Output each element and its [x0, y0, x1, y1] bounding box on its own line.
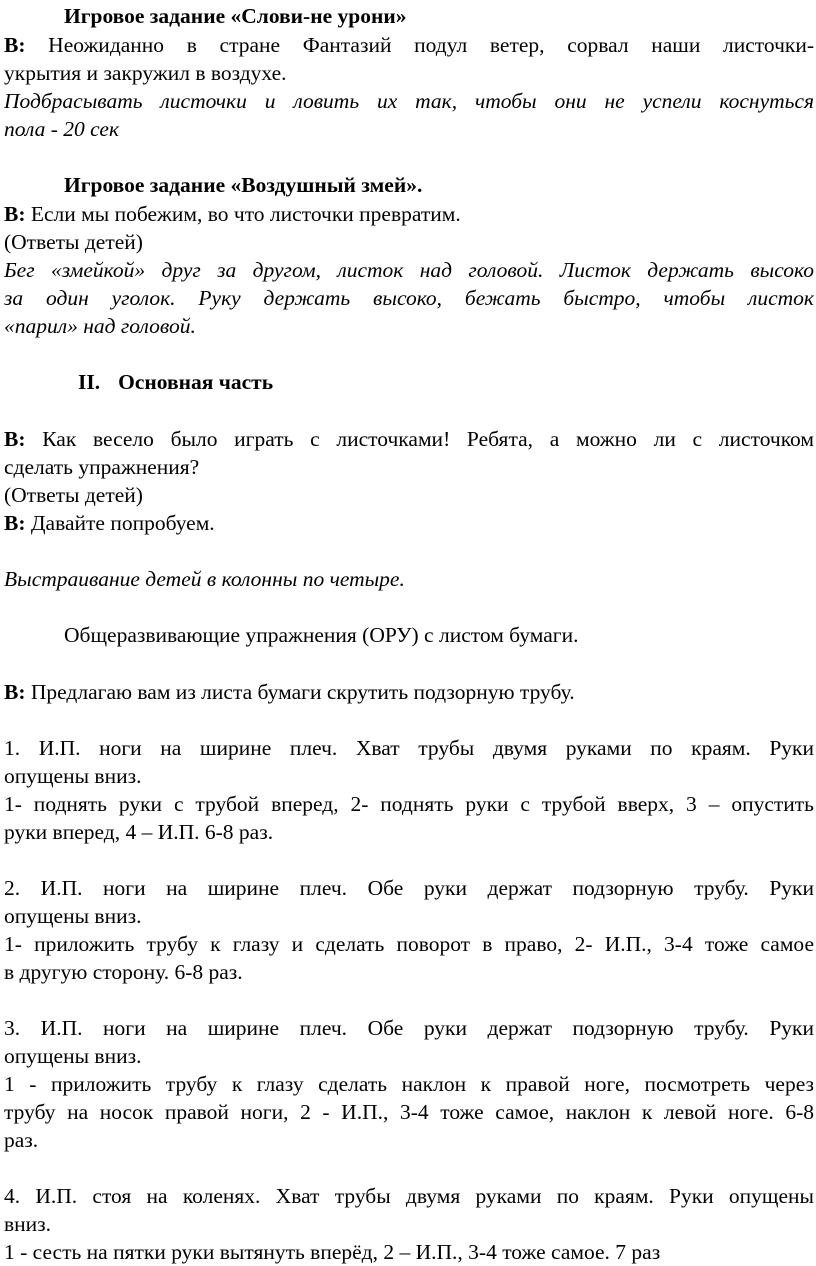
speaker-label: В:: [4, 511, 26, 535]
speaker-label: В:: [4, 202, 26, 226]
section-title: Основная часть: [118, 370, 274, 394]
offer-line: [4, 678, 575, 706]
game1-text: Неожиданно в стране Фантазий подул ветер, сорвал наши листочки-: [48, 33, 815, 57]
dialog-question: Как весело было играть с листочками! Ребята, а можно ли с листочком: [42, 427, 815, 451]
game1-text-line2: укрытия и закружил в воздухе.: [4, 61, 287, 85]
exercise-2-line2: опущены вниз.: [4, 904, 142, 928]
game1-instruction-line1: Подбрасывать листочки и ловить их так, чтобы они не успели коснуться: [4, 89, 814, 113]
section-heading: [78, 368, 273, 396]
game1-instruction-line2: пола - 20 сек: [4, 117, 119, 141]
exercise-3-line1: 3. И.П. ноги на ширине плеч. Обе руки держат подзорную трубу. Руки: [4, 1016, 814, 1040]
section-number: II.: [78, 370, 101, 394]
speaker-label: В:: [4, 427, 26, 451]
dialog-answers: (Ответы детей): [4, 483, 143, 507]
dialog-question-line1: [4, 425, 814, 453]
exercise-1-line1: 1. И.П. ноги на ширине плеч. Хват трубы двумя руками по краям. Руки: [4, 736, 814, 760]
game1-text-line1: [4, 31, 814, 59]
exercise-1-line3: 1- поднять руки с трубой вперед, 2- поднять руки с трубой вверх, 3 – опустить: [4, 792, 814, 816]
exercise-3-line3: 1 - приложить трубу к глазу сделать наклон к правой ноге, посмотреть через: [4, 1072, 814, 1096]
game2-text: [4, 200, 461, 228]
game1-title: Игровое задание «Слови-не урони»: [64, 4, 407, 28]
exercise-2-line3: 1- приложить трубу к глазу и сделать поворот в право, 2- И.П., 3-4 тоже самое: [4, 932, 814, 956]
exercise-3-line2: опущены вниз.: [4, 1044, 142, 1068]
game2-instruction-line1: Бег «змейкой» друг за другом, листок над головой. Листок держать высоко: [4, 258, 814, 282]
dialog-reply-text: Давайте попробуем.: [30, 511, 215, 535]
speaker-label: В:: [4, 33, 26, 57]
game2-question: Если мы побежим, во что листочки превратим.: [30, 202, 461, 226]
exercise-2-line4: в другую сторону. 6-8 раз.: [4, 960, 243, 984]
exercise-3-line4: трубу на носок правой ноги, 2 - И.П., 3-4 тоже самое, наклон к левой ноге. 6-8: [4, 1100, 814, 1124]
exercise-4-line3: 1 - сесть на пятки руки вытянуть вперёд, 2 – И.П., 3-4 тоже самое. 7 раз: [4, 1240, 661, 1264]
exercise-4-line2: вниз.: [4, 1212, 52, 1236]
offer-text: Предлагаю вам из листа бумаги скрутить подзорную трубу.: [30, 680, 575, 704]
dialog-question-line2: сделать упражнения?: [4, 455, 200, 479]
exercise-2-line1: 2. И.П. ноги на ширине плеч. Обе руки держат подзорную трубу. Руки: [4, 876, 814, 900]
game2-instruction-line2: за один уголок. Руку держать высоко, бежать быстро, чтобы листок: [4, 286, 814, 310]
exercise-3-line5: раз.: [4, 1128, 39, 1152]
formation-note: Выстраивание детей в колонны по четыре.: [4, 567, 405, 591]
oru-title: Общеразвивающие упражнения (ОРУ) с листом бумаги.: [64, 623, 579, 647]
game2-instruction-line3: «парил» над головой.: [4, 314, 196, 338]
dialog-reply: [4, 509, 215, 537]
exercise-4-line1: 4. И.П. стоя на коленях. Хват трубы двумя руками по краям. Руки опущены: [4, 1184, 814, 1208]
game2-title: Игровое задание «Воздушный змей».: [64, 173, 423, 197]
exercise-1-line2: опущены вниз.: [4, 764, 142, 788]
exercise-1-line4: руки вперед, 4 – И.П. 6-8 раз.: [4, 820, 274, 844]
speaker-label: В:: [4, 680, 26, 704]
game2-answers: (Ответы детей): [4, 230, 143, 254]
